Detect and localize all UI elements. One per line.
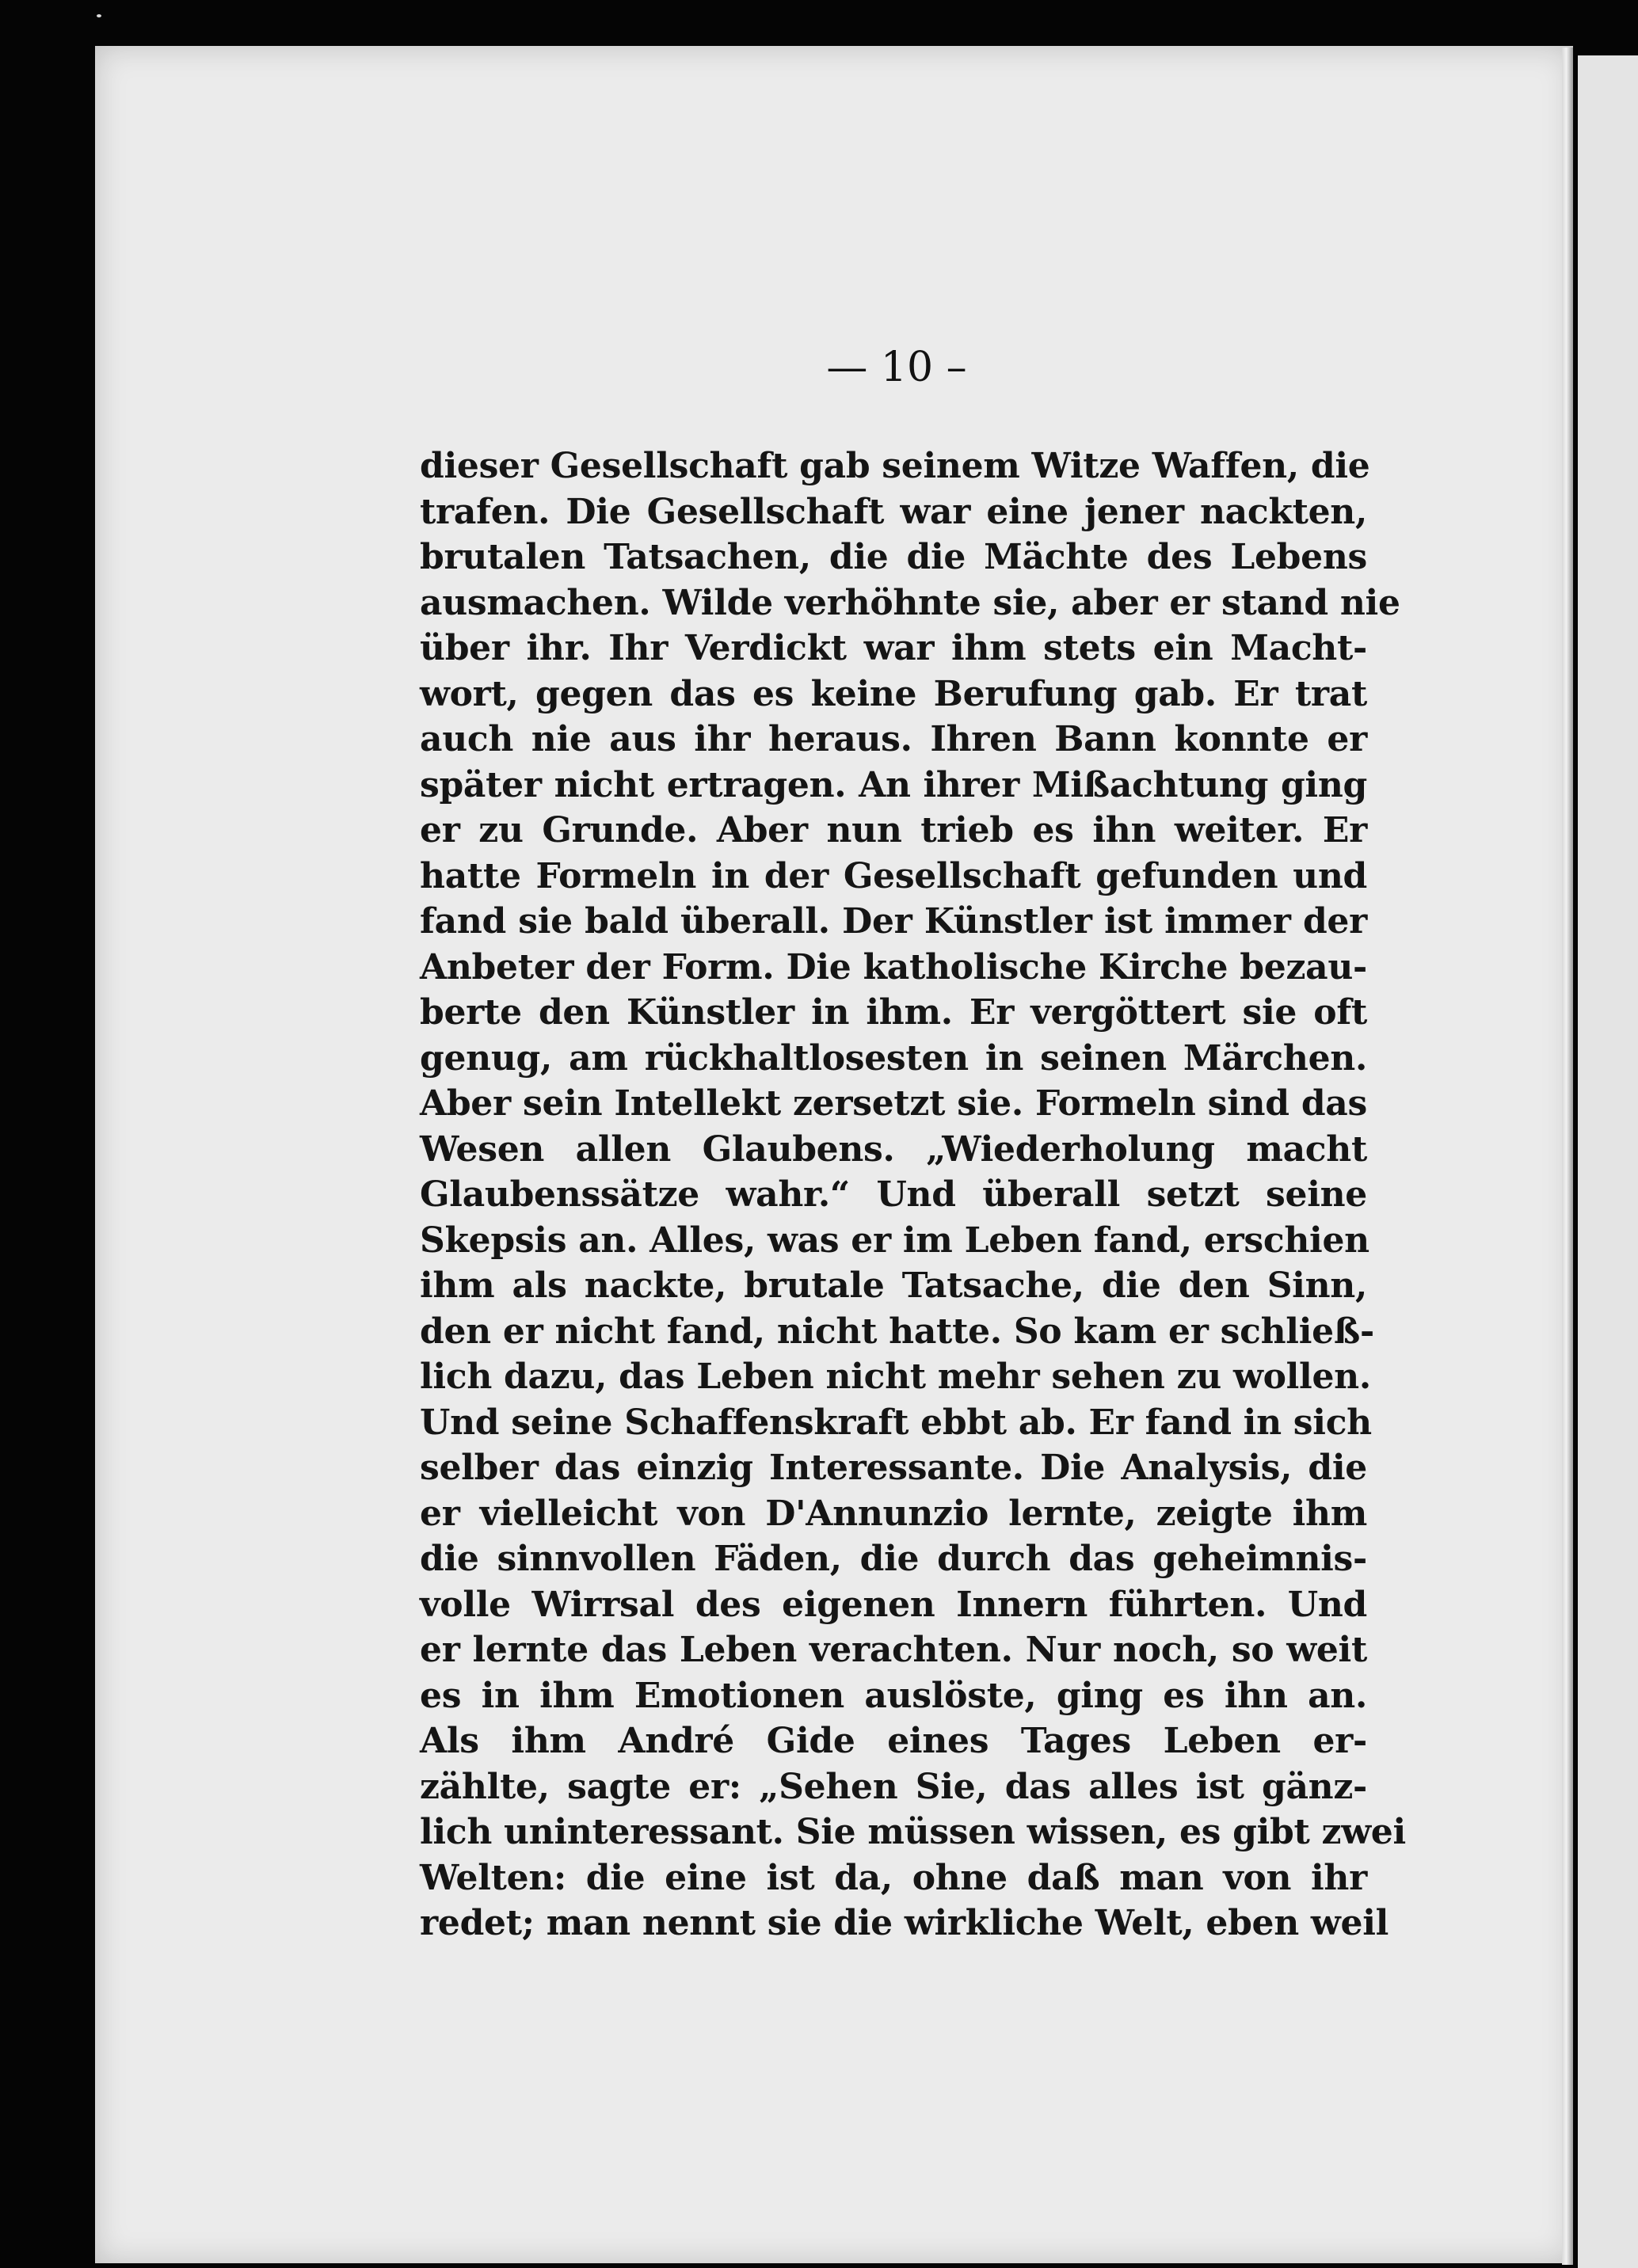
text-line: Glaubenssätze wahr.“ Und überall setzt seine — [420, 1174, 1367, 1215]
text-line: den er nicht fand, nicht hatte. So kam er schließ- — [420, 1311, 1374, 1352]
page-number: — 10 – — [826, 344, 967, 391]
text-line: Aber sein Intellekt zersetzt sie. Formeln sind das — [420, 1083, 1367, 1124]
text-line: Und seine Schaffenskraft ebbt ab. Er fand in sich — [420, 1402, 1372, 1443]
adjacent-page-edge — [1578, 55, 1638, 2268]
text-line: genug, am rückhaltlosesten in seinen Märchen. — [420, 1037, 1367, 1079]
text-line: über ihr. Ihr Verdickt war ihm stets ein Macht- — [420, 628, 1367, 668]
text-line: ihm als nackte, brutale Tatsache, die den Sinn, — [420, 1265, 1367, 1306]
text-line: Als ihm André Gide eines Tages Leben er- — [420, 1721, 1367, 1761]
text-line: es in ihm Emotionen auslöste, ging es ihn an. — [420, 1675, 1367, 1716]
text-line: die sinnvollen Fäden, die durch das geheimnis- — [420, 1539, 1367, 1579]
page-fold-edge — [1562, 48, 1573, 2265]
text-line: Anbeter der Form. Die katholische Kirche bezau- — [420, 946, 1367, 987]
paper-speck — [97, 14, 101, 17]
text-line: Skepsis an. Alles, was er im Leben fand, erschien — [420, 1220, 1369, 1261]
text-line: Wesen allen Glaubens. „Wiederholung macht — [420, 1128, 1367, 1170]
text-line: auch nie aus ihr heraus. Ihren Bann konnte er — [420, 719, 1367, 759]
text-line: redet; man nennt sie die wirkliche Welt, eben weil — [420, 1903, 1389, 1943]
text-line: er lernte das Leben verachten. Nur noch, so weit — [420, 1630, 1367, 1670]
text-line: hatte Formeln in der Gesellschaft gefunden und — [420, 855, 1367, 896]
text-line: wort, gegen das es keine Berufung gab. Er trat — [420, 673, 1367, 714]
text-line: ausmachen. Wilde verhöhnte sie, aber er stand nie — [420, 582, 1400, 623]
text-line: berte den Künstler in ihm. Er vergöttert sie oft — [420, 992, 1367, 1033]
text-line: er vielleicht von D'Annunzio lernte, zeigte ihm — [420, 1493, 1367, 1534]
text-line: lich dazu, das Leben nicht mehr sehen zu wollen. — [420, 1357, 1371, 1397]
text-line: dieser Gesellschaft gab seinem Witze Waffen, die — [420, 446, 1370, 486]
text-line: später nicht ertragen. An ihrer Mißachtung ging — [420, 764, 1367, 805]
text-line: trafen. Die Gesellschaft war eine jener nackten, — [420, 491, 1367, 532]
text-line: Welten: die eine ist da, ohne daß man von ihr — [420, 1857, 1367, 1898]
text-line: er zu Grunde. Aber nun trieb es ihn weiter. Er — [420, 810, 1367, 850]
text-line: selber das einzig Interessante. Die Analysis, die — [420, 1448, 1367, 1488]
text-line: zählte, sagte er: „Sehen Sie, das alles ist gänz- — [420, 1766, 1367, 1807]
text-line: fand sie bald überall. Der Künstler ist immer der — [420, 901, 1367, 942]
body-text — [420, 443, 1406, 1988]
text-line: lich uninteressant. Sie müssen wissen, es gibt zwei — [420, 1812, 1406, 1852]
text-line: brutalen Tatsachen, die die Mächte des Lebens — [420, 537, 1367, 577]
text-line: volle Wirrsal des eigenen Innern führten. Und — [420, 1584, 1367, 1625]
